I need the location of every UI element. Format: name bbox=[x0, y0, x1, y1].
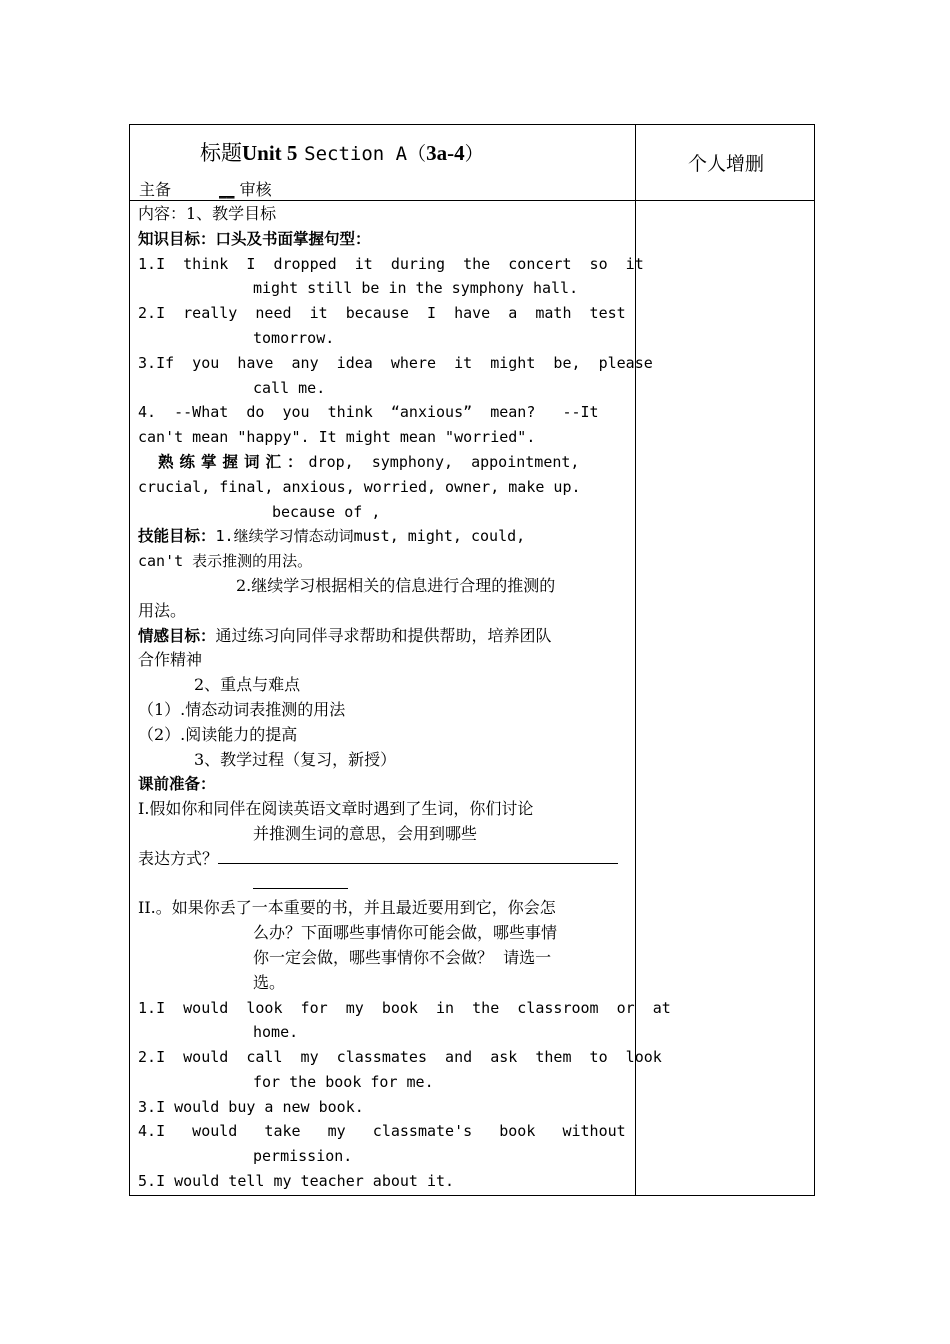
answer-blank[interactable] bbox=[218, 863, 618, 864]
skill-label: 技能目标： bbox=[138, 527, 216, 546]
knowledge-goal: 知识目标：口头及书面掌握句型： bbox=[138, 229, 371, 248]
title-range: 3a-4 bbox=[426, 141, 465, 165]
lesson-plan-table bbox=[129, 124, 815, 1196]
emotion-goal: 情感目标：通过练习向同伴寻求帮助和提供帮助，培养团队 bbox=[138, 625, 552, 645]
option-item: 1.I would look for my book in the classroom or at home. bbox=[138, 998, 671, 1042]
reviewer-label: 审核 bbox=[239, 180, 272, 199]
option-item: 5.I would tell my teacher about it. bbox=[138, 1172, 455, 1191]
skill-goal: 技能目标：1.继续学习情态动词must, might, could, bbox=[138, 527, 526, 546]
process-heading: 3、教学过程（复习，新授） bbox=[194, 749, 397, 769]
sentence-item: 2.I really need it because I have a math test tomorrow. bbox=[138, 304, 626, 347]
option-item: 2.I would call my classmates and ask them to look for the book for me. bbox=[138, 1048, 662, 1091]
option-item: 3.I would buy a new book. bbox=[138, 1097, 364, 1116]
vocab-line2: crucial, final, anxious, worried, owner, make up. bbox=[138, 477, 581, 496]
prep-label: 课前准备： bbox=[138, 775, 216, 794]
question-1-line3: 表达方式？ bbox=[138, 847, 627, 872]
title-prefix: 标题 bbox=[200, 141, 242, 165]
title-unit: Unit 5 bbox=[242, 141, 298, 165]
point-2: （2）.阅读能力的提高 bbox=[138, 724, 298, 744]
question-2-line4: 选。 bbox=[253, 972, 286, 992]
lesson-content bbox=[138, 202, 671, 1194]
question-1-line2: 并推测生词的意思，会用到哪些 bbox=[253, 823, 478, 843]
key-points-heading: 2、重点与难点 bbox=[194, 675, 301, 695]
preparer-row bbox=[139, 177, 272, 200]
sentence-4-line2: can't mean "happy". It might mean "worried". bbox=[138, 428, 536, 447]
question-1-line1: I.假如你和同伴在阅读英语文章时遇到了生词，你们讨论 bbox=[138, 799, 534, 819]
lesson-title bbox=[200, 137, 484, 167]
point-1: （1）.情态动词表推测的用法 bbox=[138, 699, 346, 719]
option-item: 4.I would take my classmate's book without permission. bbox=[138, 1122, 626, 1166]
sentence-4-line1: 4. --What do you think “anxious” mean? --It bbox=[138, 403, 599, 422]
vocab-label: 熟练掌握词汇： bbox=[158, 452, 309, 471]
vocab-line: 熟练掌握词汇：drop, symphony, appointment, bbox=[138, 450, 627, 475]
answer-blank-continued bbox=[138, 872, 627, 897]
sentence-item: 1.I think I dropped it during the concert so it might still be in the symphony hall. bbox=[138, 254, 644, 298]
emotion-label: 情感目标： bbox=[138, 626, 216, 645]
preparer-blank: __ bbox=[219, 181, 235, 199]
question-2-line3: 你一定会做，哪些事情你不会做？ 请选一 bbox=[253, 947, 552, 967]
question-2-line2: 么办？下面哪些事情你可能会做，哪些事情 bbox=[253, 923, 558, 943]
skill2-line2: 用法。 bbox=[138, 600, 187, 620]
vocab-line3: because of , bbox=[272, 502, 381, 521]
emotion-line2: 合作精神 bbox=[138, 650, 203, 670]
side-column-title: 个人增删 bbox=[687, 153, 764, 175]
question-2-line1: II.。如果你丢了一本重要的书，并且最近要用到它，你会怎 bbox=[138, 898, 556, 918]
title-section: Section A（ bbox=[304, 143, 427, 165]
title-close: ） bbox=[464, 143, 484, 165]
skill2-line1: 2.继续学习根据相关的信息进行合理的推测的 bbox=[236, 575, 556, 595]
intro-line: 内容：1、教学目标 bbox=[138, 204, 277, 223]
skill-line2: can't 表示推测的用法。 bbox=[138, 552, 313, 571]
sentence-item: 3.If you have any idea where it might be, please call me. bbox=[138, 353, 653, 397]
preparer-label: 主备 bbox=[139, 180, 172, 199]
column-divider bbox=[635, 125, 636, 1195]
header-divider bbox=[130, 200, 814, 201]
